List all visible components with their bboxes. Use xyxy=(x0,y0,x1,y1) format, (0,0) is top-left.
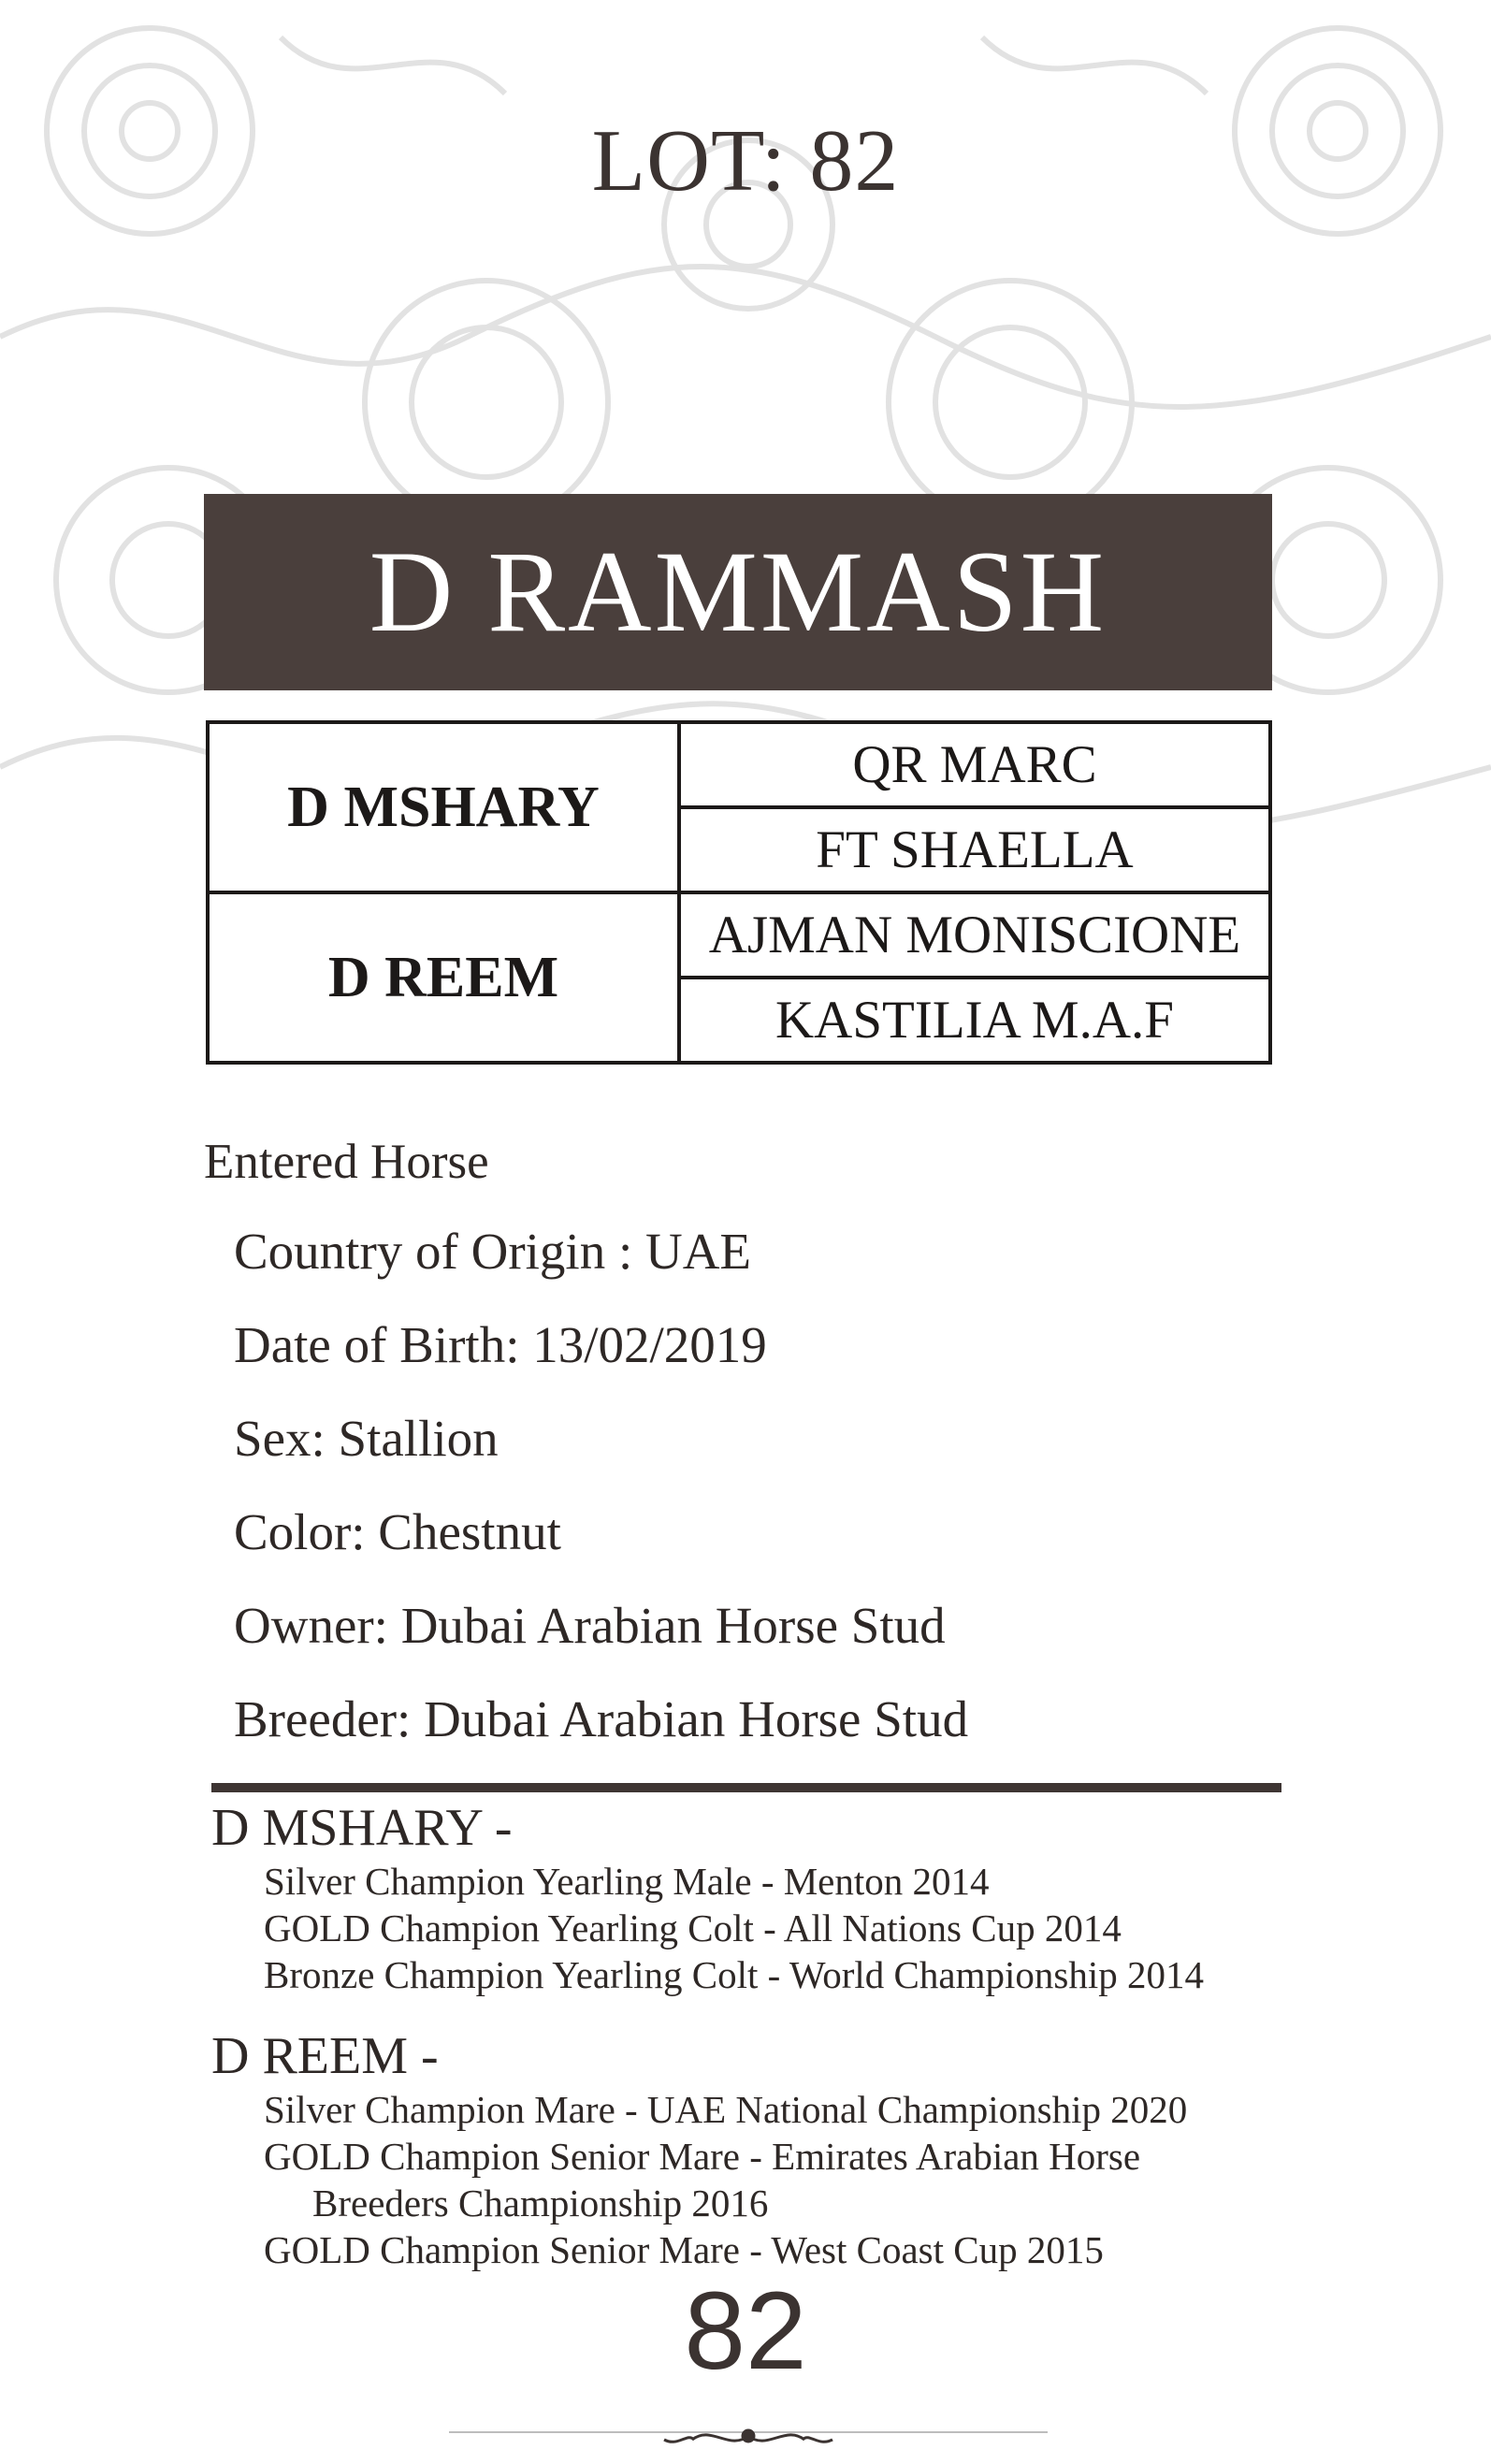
detail-color: Color: Chestnut xyxy=(234,1503,561,1560)
award-item: Silver Champion Mare - UAE National Championship 2020 xyxy=(264,2088,1188,2131)
pedigree-sire-sire: QR MARC xyxy=(852,735,1097,794)
pedigree-dam: D REEM xyxy=(210,891,677,1061)
award-item xyxy=(264,2133,1427,2226)
dam-awards-name: D REEM - xyxy=(211,2027,439,2085)
detail-sex: Sex: Stallion xyxy=(234,1410,499,1467)
pedigree-dam-dam: KASTILIA M.A.F xyxy=(681,976,1268,1061)
detail-birth-date: Date of Birth: 13/02/2019 xyxy=(234,1316,767,1373)
pedigree-table xyxy=(206,720,1272,1065)
section-divider xyxy=(211,1783,1281,1792)
lot-title: LOT: 82 xyxy=(591,112,900,210)
pedigree-parents xyxy=(210,724,681,1061)
entered-horse-details xyxy=(204,1134,968,1785)
dam-awards xyxy=(211,2026,1427,2273)
award-item: GOLD Champion Yearling Colt - All Nations Cup 2014 xyxy=(264,1906,1122,1949)
pedigree-sire-dam: FT SHAELLA xyxy=(681,805,1268,891)
sire-awards-name: D MSHARY - xyxy=(211,1799,513,1857)
flourish-ornament-icon xyxy=(449,2419,1048,2457)
award-item: GOLD Champion Senior Mare - West Coast Cup 2015 xyxy=(264,2228,1104,2271)
awards-section xyxy=(211,1798,1427,2301)
pedigree-grandparents xyxy=(681,724,1268,1061)
detail-breeder: Breeder: Dubai Arabian Horse Stud xyxy=(234,1690,969,1747)
sire-awards xyxy=(211,1798,1427,1998)
pedigree-dam-sire: AJMAN MONISCIONE xyxy=(681,891,1268,976)
pedigree-sire: D MSHARY xyxy=(287,775,600,839)
award-item-line: GOLD Champion Senior Mare - Emirates Arabian Horse xyxy=(264,2135,1141,2178)
award-item: Bronze Champion Yearling Colt - World Championship 2014 xyxy=(264,1953,1204,1996)
horse-name-banner: D RAMMASH xyxy=(204,494,1272,690)
details-heading: Entered Horse xyxy=(204,1135,489,1189)
award-item-continuation: Breeders Championship 2016 xyxy=(312,2181,769,2225)
detail-country: Country of Origin : UAE xyxy=(234,1223,752,1280)
page-number: 82 xyxy=(684,2269,807,2393)
detail-owner: Owner: Dubai Arabian Horse Stud xyxy=(234,1597,946,1654)
award-item: Silver Champion Yearling Male - Menton 2014 xyxy=(264,1860,990,1903)
